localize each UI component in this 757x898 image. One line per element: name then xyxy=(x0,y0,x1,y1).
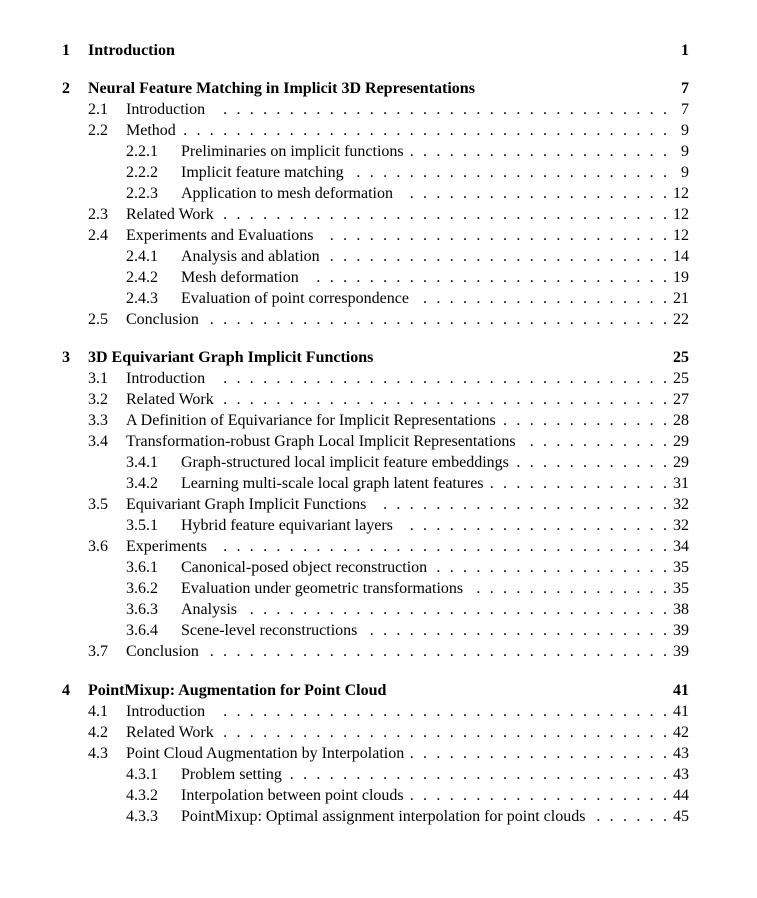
subsection-entry[interactable] xyxy=(0,452,757,473)
section-number: 4.3 xyxy=(88,745,108,762)
subsection-entry[interactable] xyxy=(0,764,757,785)
leader-dots: . . . . . . . . . . . . . . . . . . . . . . . . . . xyxy=(329,248,667,265)
section-number: 3.1 xyxy=(88,370,108,387)
page-number: 34 xyxy=(673,538,689,555)
section-number: 3.4 xyxy=(88,433,108,450)
section-title: Equivariant Graph Implicit Functions xyxy=(126,494,369,515)
subsection-entry[interactable] xyxy=(0,162,757,183)
page-number: 39 xyxy=(673,622,689,639)
section-entry[interactable] xyxy=(0,494,757,515)
section-title: A Definition of Equivariance for Implicit Representations xyxy=(126,410,499,431)
section-title: Method xyxy=(126,120,179,141)
page-number: 31 xyxy=(673,475,689,492)
subsection-number: 3.4.1 xyxy=(126,454,158,471)
leader-dots: . . . . . . . . . . . . . . . . . . . . xyxy=(409,185,667,202)
page-number: 12 xyxy=(673,185,689,202)
chapter-number: 2 xyxy=(62,80,70,97)
subsection-entry[interactable] xyxy=(0,515,757,536)
chapter-number: 4 xyxy=(62,682,70,699)
section-title: Experiments xyxy=(126,536,210,557)
chapter-title: Neural Feature Matching in Implicit 3D Representations xyxy=(88,78,478,99)
page-number: 21 xyxy=(673,290,689,307)
leader-dots: . . . . . . . . . . . . . . . . . . . . . . . . . . . . . . . . . . xyxy=(223,538,667,555)
section-title: Conclusion xyxy=(126,309,202,330)
section-entry[interactable] xyxy=(0,536,757,557)
subsection-entry[interactable] xyxy=(0,557,757,578)
subsection-number: 2.4.3 xyxy=(126,290,158,307)
section-number: 2.4 xyxy=(88,227,108,244)
subsection-entry[interactable] xyxy=(0,246,757,267)
subsection-entry[interactable] xyxy=(0,806,757,827)
subsection-title: Scene-level reconstructions xyxy=(181,620,360,641)
page-number: 7 xyxy=(681,101,689,118)
subsection-entry[interactable] xyxy=(0,578,757,599)
page-number: 9 xyxy=(681,122,689,139)
subsection-title: Analysis xyxy=(181,599,240,620)
chapter-number: 3 xyxy=(62,349,70,366)
page-number: 39 xyxy=(673,643,689,660)
leader-dots: . . . . . . . . . . . . . . . . . . . . . . . . . . . xyxy=(316,269,667,286)
subsection-number: 4.3.1 xyxy=(126,766,158,783)
chapter-entry[interactable] xyxy=(0,347,757,368)
section-number: 3.7 xyxy=(88,643,108,660)
section-entry[interactable] xyxy=(0,410,757,431)
page-number: 41 xyxy=(673,703,689,720)
leader-dots: . . . . . . . . . . . . . . . . . . . . . . . . . . . . . . . . . . . . . xyxy=(183,122,667,139)
leader-dots: . . . . . . . . . . . . . . . . . . . . . . . . . . . . . . . . . . . xyxy=(209,311,667,328)
subsection-number: 4.3.2 xyxy=(126,787,158,804)
subsection-number: 3.6.4 xyxy=(126,622,158,639)
page-number: 44 xyxy=(673,787,689,804)
leader-dots: . . . . . . . . . . . . . . . . . . . . xyxy=(409,745,667,762)
leader-dots: . . . . . . . . . . . . . . . . . . . . . . . xyxy=(369,622,667,639)
leader-dots: . . . . . . . . . . . . . . . . . . . . . . . . . . . . . . . . . . xyxy=(223,724,667,741)
page-number: 25 xyxy=(673,370,689,387)
subsection-title: Hybrid feature equivariant layers xyxy=(181,515,396,536)
section-entry[interactable] xyxy=(0,722,757,743)
section-entry[interactable] xyxy=(0,204,757,225)
leader-dots: . . . . . . . . . . . . . . . . . . . . . . . . . . . . . . . . . . xyxy=(223,206,667,223)
leader-dots: . . . . . . . . . . . . . . . . . . . . xyxy=(409,787,667,804)
subsection-number: 2.2.2 xyxy=(126,164,158,181)
section-entry[interactable] xyxy=(0,120,757,141)
section-title: Related Work xyxy=(126,722,217,743)
leader-dots: . . . . . . . . . . . . . . . . . . . . xyxy=(409,517,667,534)
subsection-title: Evaluation under geometric transformations xyxy=(181,578,466,599)
subsection-title: Mesh deformation xyxy=(181,267,302,288)
subsection-number: 2.2.1 xyxy=(126,143,158,160)
section-entry[interactable] xyxy=(0,389,757,410)
subsection-entry[interactable] xyxy=(0,141,757,162)
section-title: Related Work xyxy=(126,389,217,410)
section-number: 4.1 xyxy=(88,703,108,720)
leader-dots: . . . . . . . . . . . . . . . . . . . . . . . . . . . . . xyxy=(289,766,667,783)
subsection-number: 2.4.2 xyxy=(126,269,158,286)
section-title: Introduction xyxy=(126,701,208,722)
leader-dots: . . . . . . . . . . . . . . . . . . . . . . . . . . xyxy=(329,227,667,244)
chapter-entry[interactable] xyxy=(0,680,757,701)
leader-dots: . . . . . . . . . . . . . . xyxy=(489,475,667,492)
page-number: 43 xyxy=(673,766,689,783)
section-entry[interactable] xyxy=(0,309,757,330)
page-number: 32 xyxy=(673,496,689,513)
subsection-entry[interactable] xyxy=(0,288,757,309)
subsection-title: Problem setting xyxy=(181,764,285,785)
page-number: 22 xyxy=(673,311,689,328)
section-title: Introduction xyxy=(126,99,208,120)
leader-dots: . . . . . . . . . . . . . . . . . . . xyxy=(423,290,667,307)
page-number: 29 xyxy=(673,433,689,450)
subsection-title: Graph-structured local implicit feature embeddings xyxy=(181,452,512,473)
page-number: 45 xyxy=(673,808,689,825)
section-title: Transformation-robust Graph Local Implicit Representations xyxy=(126,431,519,452)
subsection-entry[interactable] xyxy=(0,785,757,806)
section-entry[interactable] xyxy=(0,743,757,764)
section-number: 2.1 xyxy=(88,101,108,118)
subsection-title: Interpolation between point clouds xyxy=(181,785,407,806)
section-entry[interactable] xyxy=(0,368,757,389)
chapter-title: PointMixup: Augmentation for Point Cloud xyxy=(88,680,389,701)
subsection-number: 3.6.1 xyxy=(126,559,158,576)
leader-dots: . . . . . . . . . . . . . xyxy=(503,412,667,429)
subsection-number: 3.6.3 xyxy=(126,601,158,618)
section-title: Introduction xyxy=(126,368,208,389)
section-number: 3.6 xyxy=(88,538,108,555)
subsection-entry[interactable] xyxy=(0,183,757,204)
leader-dots: . . . . . . . . . . . . . . . . . . . . . . . . . . . . . . . . . . . xyxy=(209,643,667,660)
subsection-title: PointMixup: Optimal assignment interpolation for point clouds xyxy=(181,806,588,827)
subsection-number: 3.4.2 xyxy=(126,475,158,492)
subsection-entry[interactable] xyxy=(0,599,757,620)
subsection-number: 4.3.3 xyxy=(126,808,158,825)
page-number: 25 xyxy=(673,349,689,366)
leader-dots: . . . . . . . . . . . . . . . . . . . . xyxy=(409,143,667,160)
page-number: 19 xyxy=(673,269,689,286)
page-number: 35 xyxy=(673,580,689,597)
subsection-title: Learning multi-scale local graph latent features xyxy=(181,473,487,494)
section-number: 2.2 xyxy=(88,122,108,139)
leader-dots: . . . . . . . . . . . . xyxy=(516,454,667,471)
chapter-title: 3D Equivariant Graph Implicit Functions xyxy=(88,347,376,368)
page-number: 7 xyxy=(681,80,689,97)
subsection-entry[interactable] xyxy=(0,620,757,641)
chapter-title: Introduction xyxy=(88,40,178,61)
leader-dots: . . . . . . . . . . . xyxy=(529,433,667,450)
page-number: 29 xyxy=(673,454,689,471)
page-number: 41 xyxy=(673,682,689,699)
subsection-title: Evaluation of point correspondence xyxy=(181,288,412,309)
leader-dots: . . . . . . xyxy=(596,808,667,825)
page-number: 42 xyxy=(673,724,689,741)
subsection-entry[interactable] xyxy=(0,473,757,494)
section-number: 3.2 xyxy=(88,391,108,408)
page-number: 9 xyxy=(681,143,689,160)
leader-dots: . . . . . . . . . . . . . . . . . . . . . . . . . . . . . . . . . . xyxy=(223,703,667,720)
section-entry[interactable] xyxy=(0,641,757,662)
section-title: Experiments and Evaluations xyxy=(126,225,317,246)
leader-dots: . . . . . . . . . . . . . . . . . . . . . . . . . . . . . . . . . . xyxy=(223,101,667,118)
page-number: 1 xyxy=(681,42,689,59)
subsection-number: 3.5.1 xyxy=(126,517,158,534)
section-number: 2.3 xyxy=(88,206,108,223)
chapter-entry[interactable] xyxy=(0,78,757,99)
section-title: Point Cloud Augmentation by Interpolation xyxy=(126,743,407,764)
page-number: 14 xyxy=(673,248,689,265)
leader-dots: . . . . . . . . . . . . . . . . . . . . . . . . . . . . . . . . . . xyxy=(223,391,667,408)
leader-dots: . . . . . . . . . . . . . . . . . . . . . . . . . . . . . . . . xyxy=(249,601,667,618)
subsection-title: Implicit feature matching xyxy=(181,162,347,183)
section-number: 3.5 xyxy=(88,496,108,513)
subsection-title: Analysis and ablation xyxy=(181,246,323,267)
page-number: 9 xyxy=(681,164,689,181)
page-number: 32 xyxy=(673,517,689,534)
page-number: 38 xyxy=(673,601,689,618)
chapter-entry[interactable] xyxy=(0,40,757,61)
section-number: 3.3 xyxy=(88,412,108,429)
subsection-title: Canonical-posed object reconstruction xyxy=(181,557,430,578)
section-title: Conclusion xyxy=(126,641,202,662)
page-number: 12 xyxy=(673,206,689,223)
leader-dots: . . . . . . . . . . . . . . . . . . . . . . xyxy=(383,496,667,513)
leader-dots: . . . . . . . . . . . . . . . . . . . . . . . . xyxy=(356,164,667,181)
section-title: Related Work xyxy=(126,204,217,225)
section-entry[interactable] xyxy=(0,99,757,120)
section-entry[interactable] xyxy=(0,225,757,246)
section-entry[interactable] xyxy=(0,701,757,722)
subsection-number: 3.6.2 xyxy=(126,580,158,597)
leader-dots: . . . . . . . . . . . . . . . xyxy=(476,580,667,597)
subsection-number: 2.2.3 xyxy=(126,185,158,202)
section-number: 4.2 xyxy=(88,724,108,741)
page-number: 12 xyxy=(673,227,689,244)
subsection-title: Preliminaries on implicit functions xyxy=(181,141,407,162)
subsection-number: 2.4.1 xyxy=(126,248,158,265)
subsection-title: Application to mesh deformation xyxy=(181,183,396,204)
chapter-number: 1 xyxy=(62,42,70,59)
leader-dots: . . . . . . . . . . . . . . . . . . . . . . . . . . . . . . . . . . xyxy=(223,370,667,387)
page-number: 35 xyxy=(673,559,689,576)
page-number: 43 xyxy=(673,745,689,762)
section-number: 2.5 xyxy=(88,311,108,328)
page-number: 27 xyxy=(673,391,689,408)
page-number: 28 xyxy=(673,412,689,429)
section-entry[interactable] xyxy=(0,431,757,452)
leader-dots: . . . . . . . . . . . . . . . . . . xyxy=(436,559,667,576)
subsection-entry[interactable] xyxy=(0,267,757,288)
